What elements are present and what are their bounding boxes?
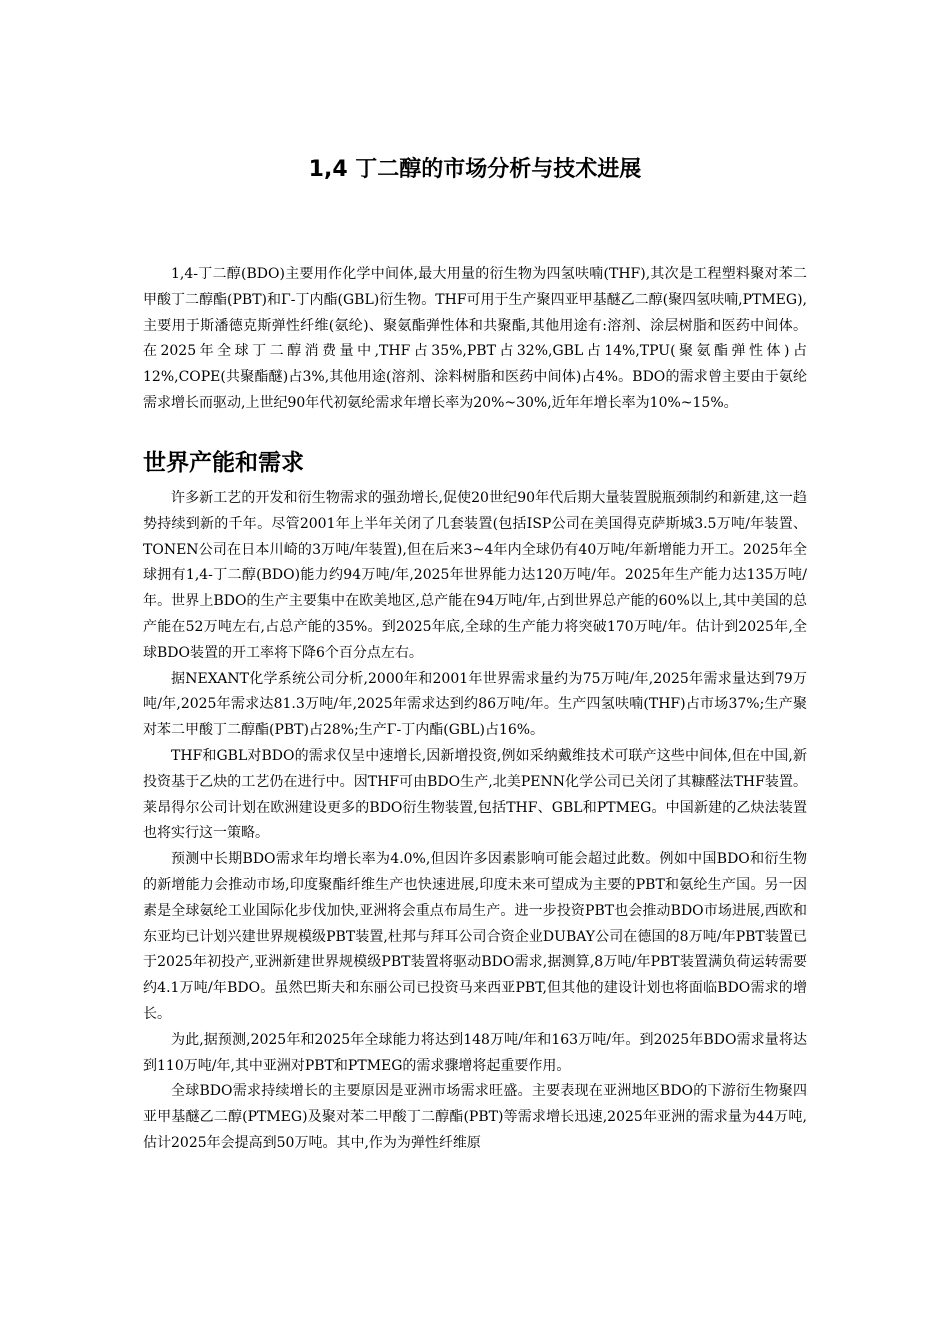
body-paragraph: 为此,据预测,2025年和2025年全球能力将达到148万吨/年和163万吨/年。到2025年BDO需求量将达到110万吨/年,其中亚洲对PBT和PTMEG的需求骤增将起重要作用。 [143, 1031, 807, 1074]
document-title: 1,4 丁二醇的市场分析与技术进展 [308, 157, 642, 182]
body-paragraph: 据NEXANT化学系统公司分析,2000年和2001年世界需求量约为75万吨/年,2025年需求量达到79万吨/年,2025年需求达81.3万吨/年,2025年需求达到约86万吨/年。生产四氢呋喃(THF)占市场37%;生产聚对苯二甲酸丁二醇酯(PBT)占28%;生产Γ-丁内酯(GBL)占16%。 [143, 670, 807, 739]
intro-section [143, 262, 807, 417]
section-heading: 世界产能和需求 [143, 450, 304, 476]
body-paragraph: 全球BDO需求持续增长的主要原因是亚洲市场需求旺盛。主要表现在亚洲地区BDO的下游衍生物聚四亚甲基醚乙二醇(PTMEG)及聚对苯二甲酸丁二醇酯(PBT)等需求增长迅速,2025年亚洲的需求量为44万吨,估计2025年会提高到50万吨。其中,作为为弹性纤维原 [143, 1083, 807, 1151]
intro-paragraph: 1,4-丁二醇(BDO)主要用作化学中间体,最大用量的衍生物为四氢呋喃(THF),其次是工程塑料聚对苯二甲酸丁二醇酯(PBT)和Γ-丁内酯(GBL)衍生物。THF可用于生产聚四亚甲基醚乙二醇(聚四氢呋喃,PTMEG),主要用于斯潘德克斯弹性纤维(氨纶)、聚氨酯弹性体和共聚酯,其他用途有:溶剂、涂层树脂和医药中间体。在2025年全球丁二醇消费量中,THF占35%,PBT占32%,GBL占14%,TPU(聚氨酯弹性体)占12%,COPE(共聚酯醚)占3%,其他用途(溶剂、涂料树脂和医药中间体)占4%。BDO的需求曾主要由于氨纶需求增长而驱动,上世纪90年代初氨纶需求年增长率为20%~30%,近年年增长率为10%~15%。 [143, 266, 807, 411]
body-paragraph: 许多新工艺的开发和衍生物需求的强劲增长,促使20世纪90年代后期大量装置脱瓶颈制约和新建,这一趋势持续到新的千年。尽管2001年上半年关闭了几套装置(包括ISP公司在美国得克萨斯城3.5万吨/年装置、TONEN公司在日本川崎的3万吨/年装置),但在后来3~4年内全球仍有40万吨/年新增能力开工。2025年全球拥有1,4-丁二醇(BDO)能力约94万吨/年,2025年世界能力达120万吨/年。2025年生产能力达135万吨/年。世界上BDO的生产主要集中在欧美地区,总产能在94万吨/年,占到世界总产能的60%以上,其中美国的总产能在52万吨左右,占总产能的35%。到2025年底,全球的生产能力将突破170万吨/年。估计到2025年,全球BDO装置的开工率将下降6个百分点左右。 [143, 490, 807, 661]
body-paragraph: 预测中长期BDO需求年均增长率为4.0%,但因许多因素影响可能会超过此数。例如中国BDO和衍生物的新增能力会推动市场,印度聚酯纤维生产也快速进展,印度未来可望成为主要的PBT和氨纶生产国。另一因素是全球氨纶工业国际化步伐加快,亚洲将会重点布局生产。进一步投资PBT也会推动BDO市场进展,西欧和东亚均已计划兴建世界规模级PBT装置,杜邦与拜耳公司合资企业DUBAY公司在德国的8万吨/年PBT装置已于2025年初投产,亚洲新建世界规模级PBT装置将驱动BDO需求,据测算,8万吨/年PBT装置满负荷运转需要约4.1万吨/年BDO。虽然巴斯夫和东丽公司已投资马来西亚PBT,但其他的建设计划也将面临BDO需求的增长。 [143, 851, 807, 1022]
body-paragraph: THF和GBL对BDO的需求仅呈中速增长,因新增投资,例如采纳戴维技术可联产这些中间体,但在中国,新投资基于乙炔的工艺仍在进行中。因THF可由BDO生产,北美PENN化学公司已关闭了其糠醛法THF装置。莱昂得尔公司计划在欧洲建设更多的BDO衍生物装置,包括THF、GBL和PTMEG。中国新建的乙炔法装置也将实行这一策略。 [143, 747, 807, 842]
section-body [143, 486, 807, 1157]
